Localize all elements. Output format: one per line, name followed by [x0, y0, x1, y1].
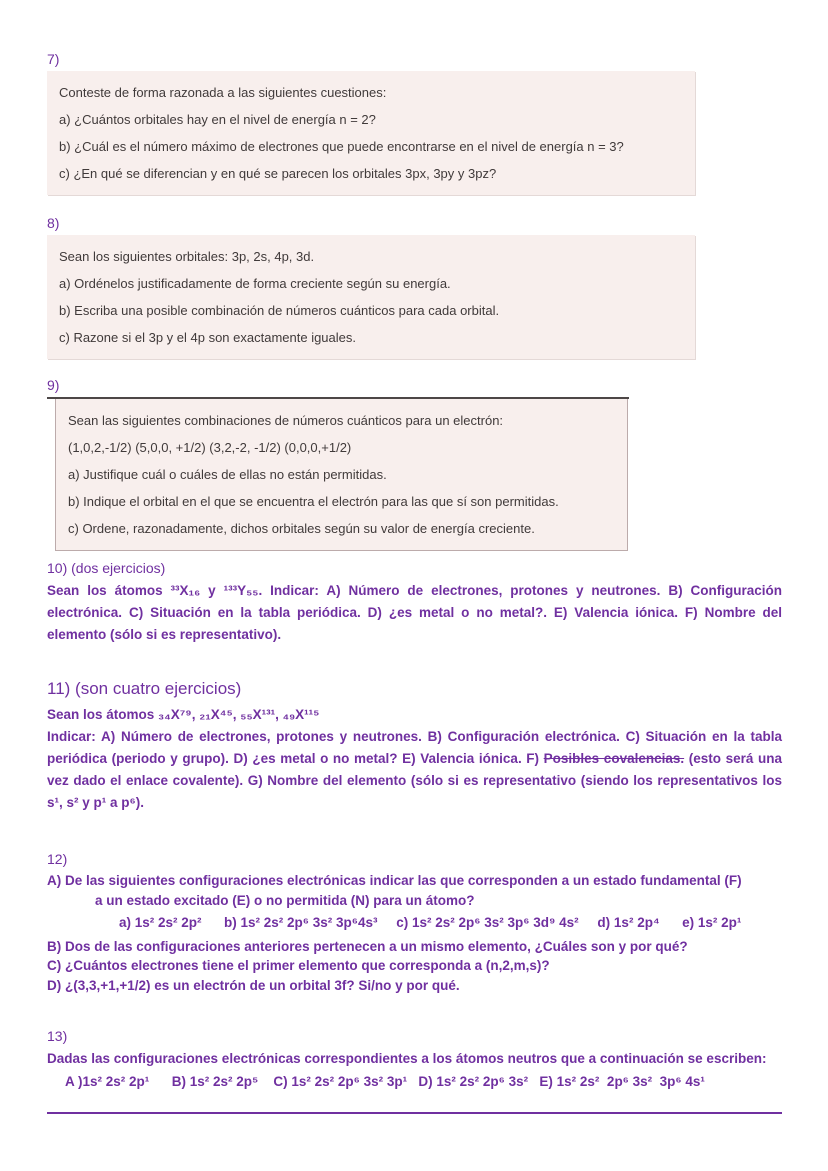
exercise-10-number: 10) (dos ejercicios) — [47, 560, 166, 576]
exercise-8-line-1: Sean los siguientes orbitales: 3p, 2s, 4p, 3d. — [59, 249, 315, 264]
exercise-9-line-1: Sean las siguientes combinaciones de números cuánticos para un electrón: — [68, 413, 504, 428]
exercise-12-options: a) 1s² 2s² 2p² b) 1s² 2s² 2p⁶ 3s² 3p⁶4s³ c) 1s² 2s² 2p⁶ 3s² 3p⁶ 3d⁹ 4s² d) 1s² 2p⁴ e) 1s² 2p¹ — [119, 915, 742, 930]
exercise-12-number: 12) — [47, 851, 68, 867]
exercise-11-strikethrough-text: Posibles covalencias. — [543, 751, 685, 766]
exercise-7-box — [47, 71, 695, 195]
exercise-12-line-b: B) Dos de las configuraciones anteriores pertenecen a un mismo elemento, ¿Cuáles son y por qué? — [47, 938, 688, 954]
exercise-11-body-pre: Indicar: A) Número de electrones, protones y neutrones. B) Configuración electrónica. C) Situación en la tabla periódica (periodo y grupo). D) ¿es metal o no metal? E) Valencia iónica. F) — [47, 729, 782, 766]
exercise-8-line-4: c) Razone si el 3p y el 4p son exactamente iguales. — [59, 330, 357, 345]
exercise-7-line-4: c) ¿En qué se diferencian y en qué se parecen los orbitales 3px, 3py y 3pz? — [59, 166, 497, 181]
exercise-9-line-3: a) Justifique cuál o cuáles de ellas no están permitidas. — [68, 467, 387, 482]
exercise-7-number: 7) — [47, 51, 60, 67]
exercise-11 — [47, 678, 782, 814]
exercise-8 — [47, 214, 782, 359]
exercise-9-line-2: (1,0,2,-1/2) (5,0,0, +1/2) (3,2,-2, -1/2) (0,0,0,+1/2) — [68, 440, 352, 455]
exercise-12-line-c: C) ¿Cuántos electrones tiene el primer elemento que corresponda a (n,2,m,s)? — [47, 958, 550, 973]
exercise-9 — [47, 376, 782, 551]
exercise-13 — [47, 1027, 782, 1093]
exercise-12-line-a2: a un estado excitado (E) o no permitida (N) para un átomo? — [95, 892, 475, 908]
exercise-9-box — [55, 399, 628, 551]
exercise-10 — [47, 559, 782, 646]
exercise-7 — [47, 50, 782, 195]
exercise-13-intro: Dadas las configuraciones electrónicas correspondientes a los átomos neutros que a continuación se escriben: — [47, 1051, 767, 1066]
exercise-9-line-5: c) Ordene, razonadamente, dichos orbitales según su valor de energía creciente. — [68, 521, 535, 536]
exercise-10-body: Sean los átomos ³³X₁₆ y ¹³³Y₅₅. Indicar: A) Número de electrones, protones y neutrones. B) Configuración electrónica. C) Situación en la tabla periódica. D) ¿es metal o no metal?. E) Valencia iónica. F) Nombre del elemento (sólo si es representativo). — [47, 583, 782, 642]
exercise-12-line-d: D) ¿(3,3,+1,+1/2) es un electrón de un orbital 3f? Si/no y por qué. — [47, 977, 460, 993]
exercise-13-configs: A )1s² 2s² 2p¹ B) 1s² 2s² 2p⁵ C) 1s² 2s² 2p⁶ 3s² 3p¹ D) 1s² 2s² 2p⁶ 3s² E) 1s² 2s² 2p⁶ 3s² 3p⁶ 4s¹ — [65, 1074, 705, 1089]
exercise-7-line-2: a) ¿Cuántos orbitales hay en el nivel de energía n = 2? — [59, 112, 376, 127]
exercise-9-number: 9) — [47, 377, 60, 393]
exercise-11-body-post: (esto será una vez dado el enlace covalente). G) Nombre del elemento (sólo si es representativo (siendo los representativos los s¹, s² y p¹ a p⁶). — [47, 751, 782, 810]
exercise-8-line-3: b) Escriba una posible combinación de números cuánticos para cada orbital. — [59, 303, 500, 318]
exercise-12 — [47, 850, 782, 995]
exercise-7-line-1: Conteste de forma razonada a las siguientes cuestiones: — [59, 85, 387, 100]
exercise-9-line-4: b) Indique el orbital en el que se encuentra el electrón para las que sí son permitidas. — [68, 494, 559, 509]
exercise-11-body — [47, 726, 782, 814]
exercise-8-box — [47, 235, 695, 359]
exercise-7-line-3: b) ¿Cuál es el número máximo de electrones que puede encontrarse en el nivel de energía n = 3? — [59, 139, 624, 154]
exercise-13-number: 13) — [47, 1028, 68, 1044]
exercise-11-atoms-line: Sean los átomos ₃₄X⁷⁹, ₂₁X⁴⁵, ₅₅X¹³¹, ₄₉X¹¹⁵ — [47, 707, 320, 722]
exercise-8-number: 8) — [47, 215, 60, 231]
exercise-12-line-a1: A) De las siguientes configuraciones electrónicas indicar las que corresponden a un estado fundamental (F) — [47, 873, 742, 888]
exercise-11-number: 11) (son cuatro ejercicios) — [47, 679, 242, 698]
footer-divider — [47, 1112, 782, 1114]
exercise-8-line-2: a) Ordénelos justificadamente de forma creciente según su energía. — [59, 276, 451, 291]
